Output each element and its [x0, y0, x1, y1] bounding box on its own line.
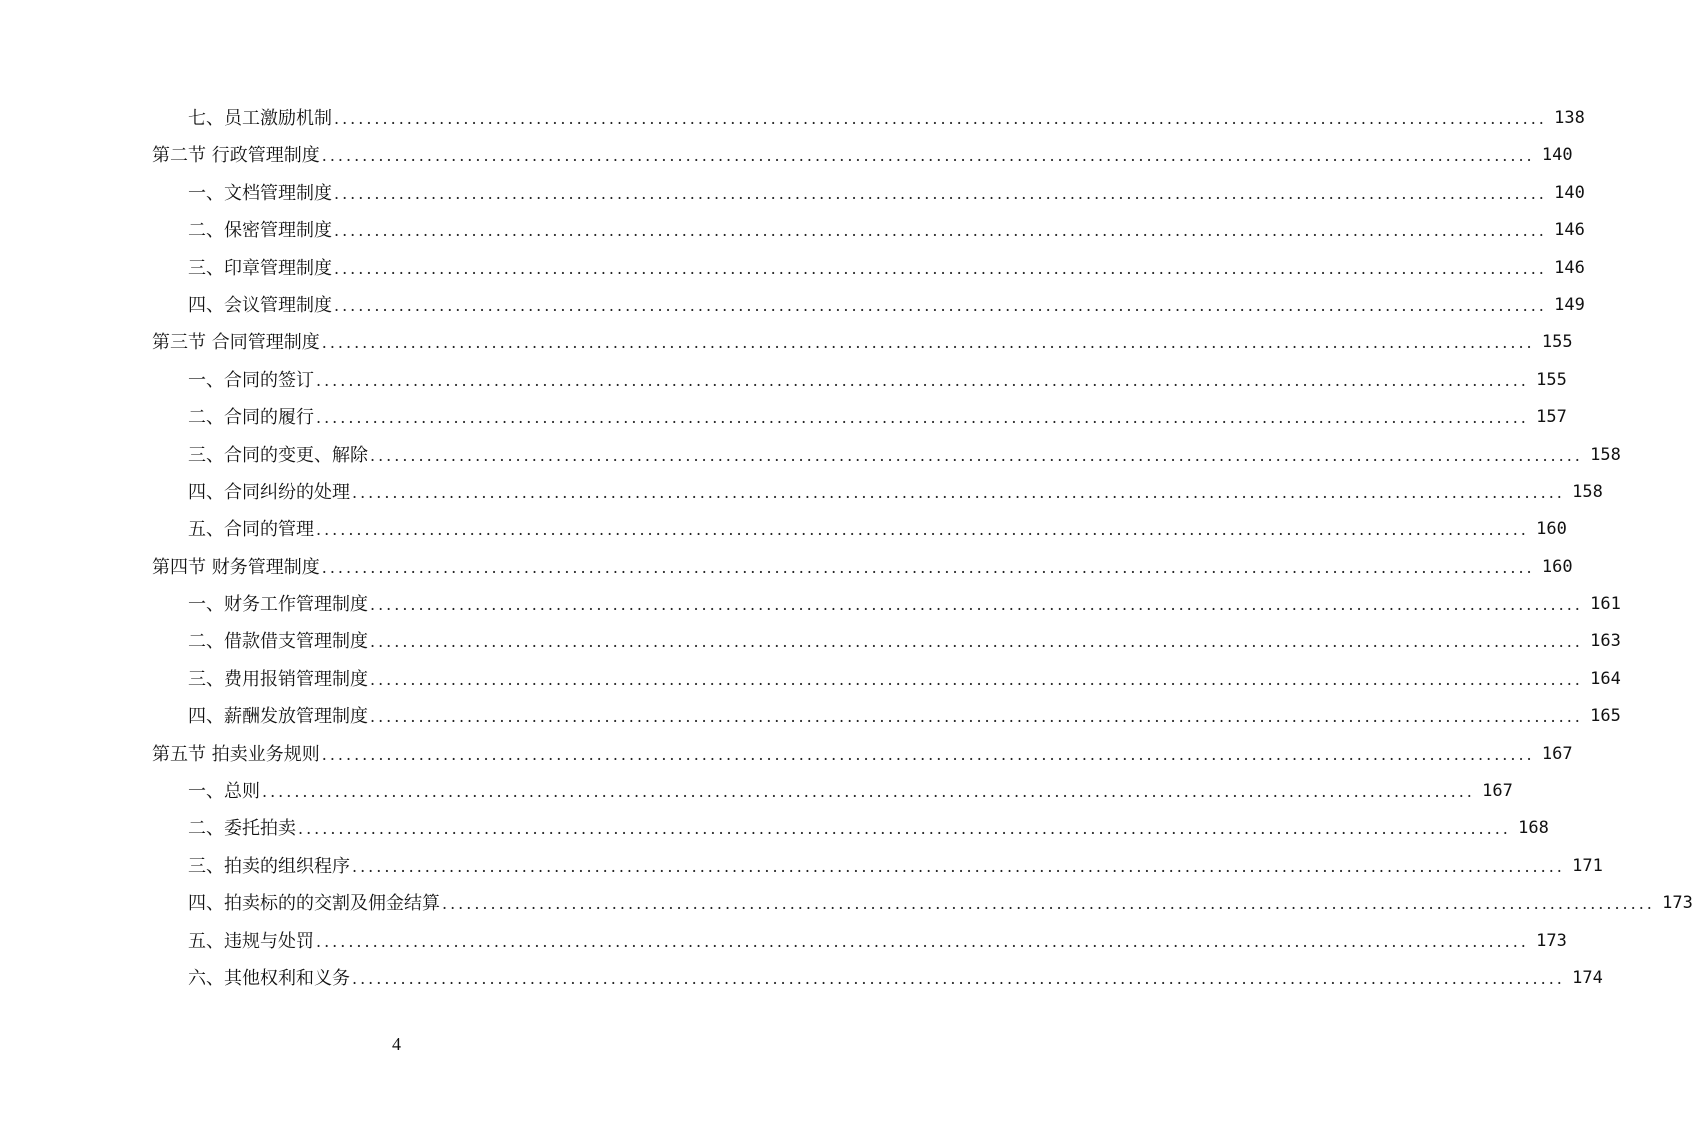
toc-entry-page: 157	[1536, 407, 1567, 428]
toc-entry-title: 二、借款借支管理制度	[188, 631, 368, 653]
toc-dot-leader: ......................................................................................................................................................	[334, 295, 1547, 315]
toc-dot-leader: ......................................................................................................................................................	[334, 258, 1547, 278]
toc-entry-title: 二、合同的履行	[188, 407, 314, 429]
toc-dot-leader: ......................................................................................................................................................	[316, 370, 1529, 390]
toc-entry-page: 163	[1590, 631, 1621, 652]
toc-subsection-entry[interactable]	[152, 810, 1549, 847]
toc-entry-page: 167	[1541, 743, 1573, 764]
toc-entry-title: 五、违规与处罚	[188, 930, 314, 952]
toc-dot-leader: ......................................................................................................................................................	[316, 408, 1529, 428]
toc-entry-page: 158	[1590, 444, 1621, 465]
toc-dot-leader: ......................................................................................................................................................	[298, 819, 1511, 839]
page-number: 4	[392, 1034, 401, 1054]
toc-entry-title: 第三节 合同管理制度	[152, 332, 320, 354]
toc-subsection-entry[interactable]	[152, 474, 1603, 511]
toc-dot-leader: ......................................................................................................................................................	[321, 557, 1535, 577]
toc-subsection-entry[interactable]	[152, 923, 1567, 960]
toc-subsection-entry[interactable]	[152, 960, 1603, 997]
toc-dot-leader: ......................................................................................................................................................	[321, 333, 1535, 353]
toc-dot-leader: ......................................................................................................................................................	[334, 183, 1547, 203]
toc-dot-leader: ......................................................................................................................................................	[442, 894, 1655, 914]
toc-subsection-entry[interactable]	[152, 623, 1621, 660]
toc-entry-page: 173	[1536, 930, 1567, 951]
toc-entry-title: 四、合同纠纷的处理	[188, 481, 350, 503]
toc-entry-page: 140	[1554, 182, 1585, 203]
toc-subsection-entry[interactable]	[152, 287, 1585, 324]
toc-dot-leader: ......................................................................................................................................................	[370, 632, 1583, 652]
toc-entry-page: 171	[1572, 855, 1603, 876]
toc-entry-title: 六、其他权利和义务	[188, 967, 350, 989]
toc-entry-title: 四、拍卖标的的交割及佣金结算	[188, 893, 440, 915]
toc-entry-page: 161	[1590, 594, 1621, 615]
toc-dot-leader: ......................................................................................................................................................	[352, 856, 1565, 876]
toc-subsection-entry[interactable]	[152, 250, 1585, 287]
toc-section-entry[interactable]	[152, 137, 1573, 174]
toc-entry-title: 二、保密管理制度	[188, 220, 332, 242]
toc-subsection-entry[interactable]	[152, 511, 1567, 548]
toc-entry-page: 173	[1662, 893, 1693, 914]
toc-entry-title: 四、薪酬发放管理制度	[188, 706, 368, 728]
toc-dot-leader: ......................................................................................................................................................	[321, 744, 1535, 764]
toc-entry-title: 一、文档管理制度	[188, 182, 332, 204]
toc-entry-title: 七、员工激励机制	[188, 107, 332, 129]
toc-entry-page: 155	[1536, 369, 1567, 390]
toc-section-entry[interactable]	[152, 549, 1573, 586]
toc-entry-page: 160	[1541, 556, 1573, 577]
toc-dot-leader: ......................................................................................................................................................	[316, 520, 1529, 540]
toc-entry-title: 第四节 财务管理制度	[152, 556, 320, 578]
toc-dot-leader: ......................................................................................................................................................	[321, 146, 1535, 166]
toc-subsection-entry[interactable]	[152, 661, 1621, 698]
toc-entry-title: 三、费用报销管理制度	[188, 668, 368, 690]
toc-entry-page: 174	[1572, 967, 1603, 988]
toc-entry-title: 一、总则	[188, 781, 260, 803]
toc-subsection-entry[interactable]	[152, 773, 1513, 810]
toc-subsection-entry[interactable]	[152, 399, 1567, 436]
toc-subsection-entry[interactable]	[152, 698, 1621, 735]
toc-section-entry[interactable]	[152, 324, 1573, 361]
toc-dot-leader: ......................................................................................................................................................	[352, 968, 1565, 988]
toc-entry-title: 三、印章管理制度	[188, 257, 332, 279]
toc-dot-leader: ......................................................................................................................................................	[334, 221, 1547, 241]
toc-entry-page: 167	[1482, 781, 1513, 802]
toc-subsection-entry[interactable]	[152, 437, 1621, 474]
toc-dot-leader: ......................................................................................................................................................	[370, 595, 1583, 615]
toc-dot-leader: ......................................................................................................................................................	[352, 482, 1565, 502]
toc-entry-title: 二、委托拍卖	[188, 818, 296, 840]
toc-entry-page: 165	[1590, 706, 1621, 727]
toc-entry-page: 140	[1541, 145, 1573, 166]
toc-entry-page: 146	[1554, 220, 1585, 241]
toc-subsection-entry[interactable]	[152, 586, 1621, 623]
toc-entry-title: 第二节 行政管理制度	[152, 145, 320, 167]
toc-dot-leader: ......................................................................................................................................................	[370, 445, 1583, 465]
toc-subsection-entry[interactable]	[152, 175, 1585, 212]
toc-dot-leader: ......................................................................................................................................................	[334, 108, 1547, 128]
toc-entry-title: 五、合同的管理	[188, 519, 314, 541]
toc-entry-title: 四、会议管理制度	[188, 294, 332, 316]
toc-subsection-entry[interactable]	[152, 100, 1585, 137]
toc-dot-leader: ......................................................................................................................................................	[262, 782, 1475, 802]
toc-entry-page: 155	[1541, 332, 1573, 353]
toc-entry-page: 149	[1554, 294, 1585, 315]
toc-entry-title: 三、合同的变更、解除	[188, 444, 368, 466]
toc-entry-page: 158	[1572, 481, 1603, 502]
toc-entry-page: 160	[1536, 519, 1567, 540]
toc-dot-leader: ......................................................................................................................................................	[370, 669, 1583, 689]
toc-subsection-entry[interactable]	[152, 212, 1585, 249]
toc-subsection-entry[interactable]	[152, 885, 1693, 922]
toc-entry-page: 168	[1518, 818, 1549, 839]
toc-section-entry[interactable]	[152, 736, 1573, 773]
toc-subsection-entry[interactable]	[152, 362, 1567, 399]
toc-entry-title: 一、财务工作管理制度	[188, 594, 368, 616]
toc-subsection-entry[interactable]	[152, 848, 1603, 885]
toc-entry-page: 164	[1590, 668, 1621, 689]
table-of-contents	[152, 100, 1693, 997]
toc-entry-title: 三、拍卖的组织程序	[188, 855, 350, 877]
toc-entry-title: 一、合同的签订	[188, 369, 314, 391]
toc-entry-title: 第五节 拍卖业务规则	[152, 743, 320, 765]
toc-dot-leader: ......................................................................................................................................................	[370, 707, 1583, 727]
toc-entry-page: 146	[1554, 257, 1585, 278]
toc-entry-page: 138	[1554, 107, 1585, 128]
toc-dot-leader: ......................................................................................................................................................	[316, 931, 1529, 951]
